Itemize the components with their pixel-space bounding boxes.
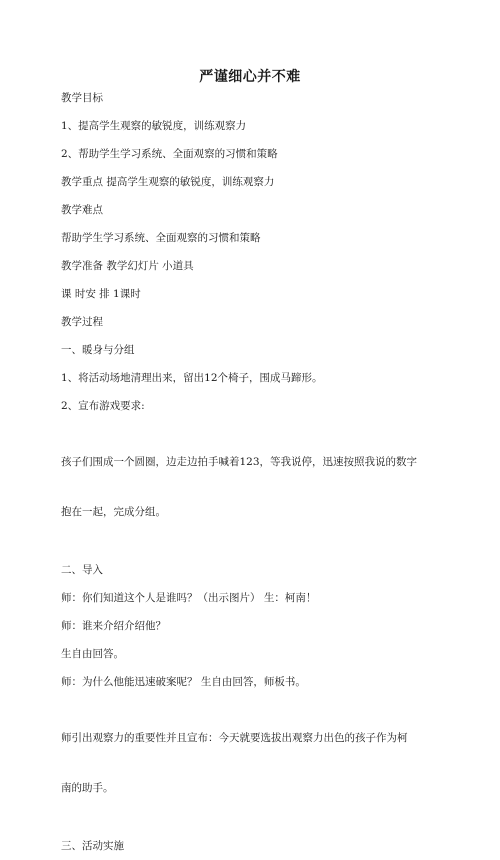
section-activity-heading: 三、活动实施 [61, 840, 124, 852]
dialog-line-1: 师：你们知道这个人是谁吗？（出示图片） 生：柯南！ [61, 592, 317, 604]
dialog-line-3: 生自由回答。 [61, 648, 124, 660]
teaching-difficulty-text: 帮助学生学习系统、全面观察的习惯和策略 [61, 232, 261, 244]
intro-summary-paragraph [61, 696, 453, 832]
teaching-focus: 教学重点 提高学生观察的敏锐度，训练观察力 [61, 176, 275, 188]
document-body [61, 84, 453, 860]
intro-summary-line-2: 南的助手。 [61, 782, 114, 794]
section-intro-heading: 二、导入 [61, 564, 103, 576]
game-rule-paragraph [61, 420, 453, 556]
intro-summary-line-1: 师引出观察力的重要性并且宣布：今天就要选拔出观察力出色的孩子作为柯 [61, 732, 408, 744]
heading-teaching-difficulty: 教学难点 [61, 204, 103, 216]
game-rule-line-1: 孩子们围成一个圆圈，边走边拍手喊着123，等我说停，迅速按照我说的数字 [61, 456, 418, 468]
heading-teaching-process: 教学过程 [61, 316, 103, 328]
lesson-schedule: 课 时安 排 1课时 [61, 288, 141, 300]
warmup-step-2: 2、宣布游戏要求: [61, 400, 145, 412]
game-rule-line-2: 抱在一起，完成分组。 [61, 506, 166, 518]
heading-teaching-goals: 教学目标 [61, 92, 103, 104]
section-warmup-heading: 一、暖身与分组 [61, 344, 135, 356]
dialog-line-4: 师：为什么他能迅速破案呢？ 生自由回答，师板书。 [61, 676, 306, 688]
dialog-line-2: 师：谁来介绍介绍他？ [61, 620, 166, 632]
document-title: 严谨细心并不难 [199, 69, 301, 85]
goal-item-1: 1、提高学生观察的敏锐度，训练观察力 [61, 120, 247, 132]
teaching-preparation: 教学准备 教学幻灯片 小道具 [61, 260, 194, 272]
goal-item-2: 2、帮助学生学习系统、全面观察的习惯和策略 [61, 148, 278, 160]
warmup-step-1: 1、将活动场地清理出来，留出12个椅子，围成马蹄形。 [61, 372, 323, 384]
